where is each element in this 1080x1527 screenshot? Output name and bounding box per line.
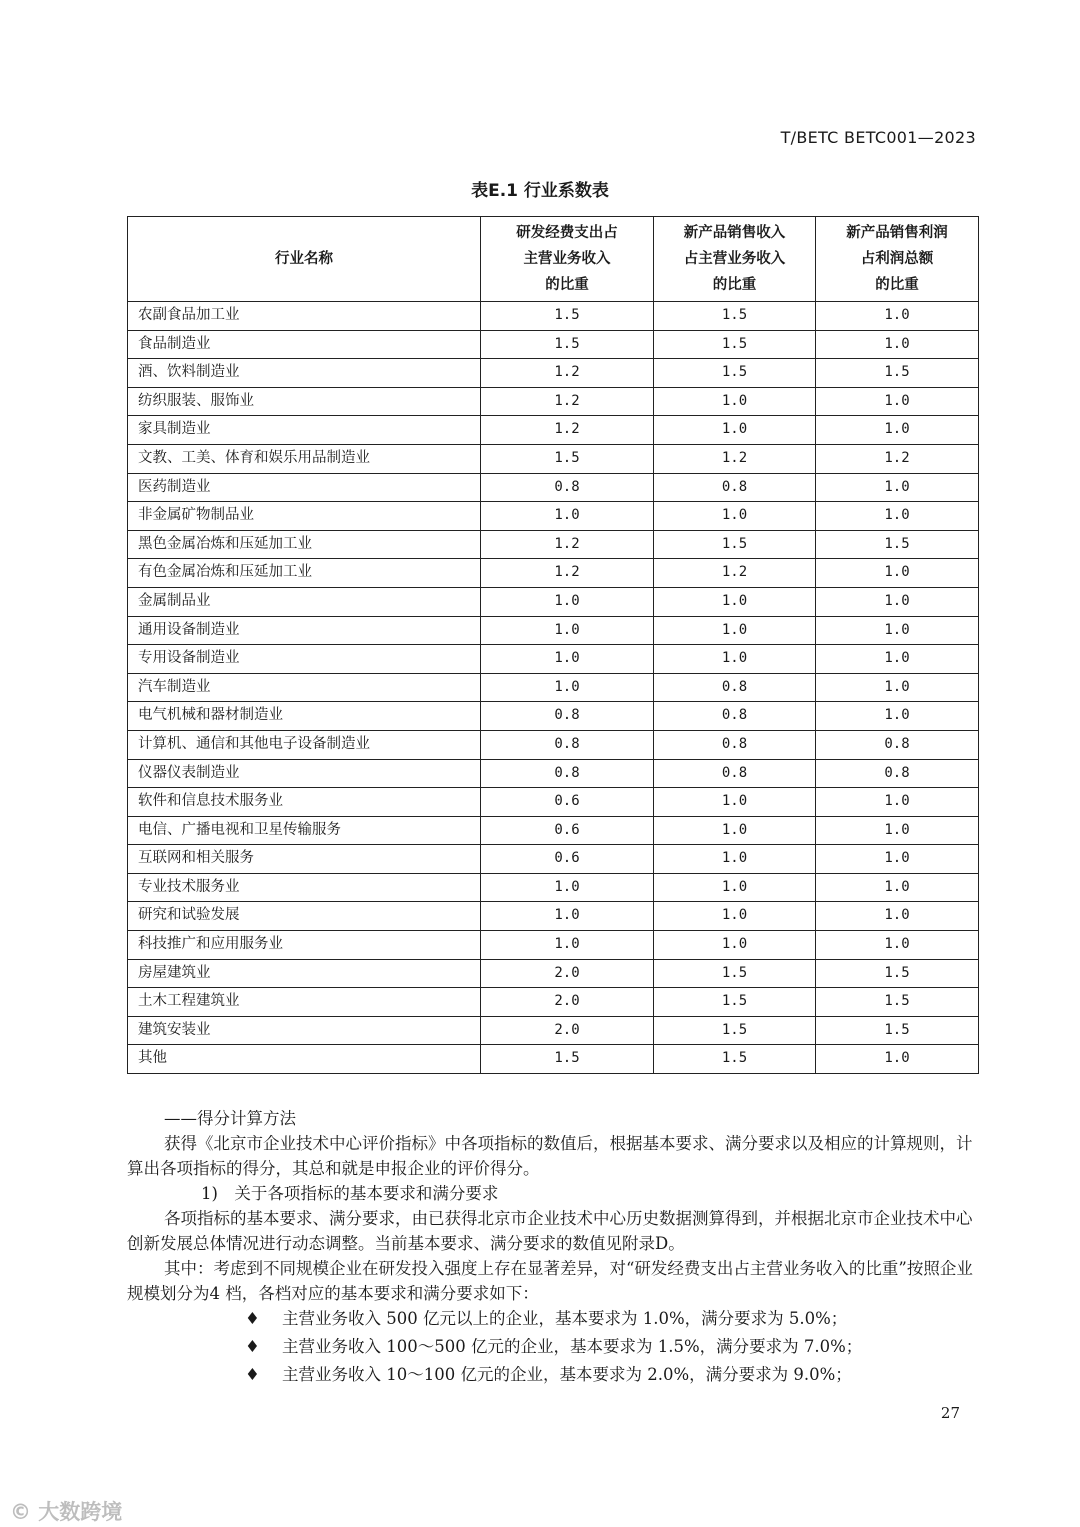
coefficient-cell: 0.8 xyxy=(481,759,654,788)
coefficient-cell: 1.0 xyxy=(654,788,816,817)
table-row xyxy=(128,1045,979,1074)
bullet-item: ♦ 主营业务收入 500 亿元以上的企业，基本要求为 1.0%，满分要求为 5.0%； xyxy=(245,1306,847,1331)
coefficient-cell: 1.5 xyxy=(654,330,816,359)
industry-name-cell: 科技推广和应用服务业 xyxy=(128,931,481,960)
table-row xyxy=(128,359,979,388)
table-row xyxy=(128,616,979,645)
coefficient-cell: 1.2 xyxy=(654,444,816,473)
coefficient-cell: 1.0 xyxy=(481,502,654,531)
table-row xyxy=(128,702,979,731)
coefficient-cell: 1.0 xyxy=(816,302,979,331)
coefficient-cell: 1.0 xyxy=(654,902,816,931)
coefficient-cell: 1.0 xyxy=(816,845,979,874)
industry-name-cell: 非金属矿物制品业 xyxy=(128,502,481,531)
industry-name-cell: 仪器仪表制造业 xyxy=(128,759,481,788)
coefficient-cell: 1.5 xyxy=(654,988,816,1017)
coefficient-cell: 1.0 xyxy=(816,416,979,445)
coefficient-cell: 0.8 xyxy=(481,473,654,502)
coefficient-cell: 1.0 xyxy=(816,387,979,416)
industry-name-cell: 纺织服装、服饰业 xyxy=(128,387,481,416)
coefficient-cell: 1.0 xyxy=(816,473,979,502)
table-row xyxy=(128,902,979,931)
coefficient-cell: 1.5 xyxy=(816,359,979,388)
coefficient-cell: 1.2 xyxy=(654,559,816,588)
industry-name-cell: 家具制造业 xyxy=(128,416,481,445)
coefficient-cell: 0.6 xyxy=(481,788,654,817)
coefficient-cell: 1.0 xyxy=(816,1045,979,1074)
table-row xyxy=(128,473,979,502)
coefficient-cell: 1.5 xyxy=(654,302,816,331)
table-row xyxy=(128,416,979,445)
table-row xyxy=(128,1016,979,1045)
coefficient-cell: 1.2 xyxy=(481,530,654,559)
table-caption: 表E.1 行业系数表 xyxy=(471,181,609,201)
industry-name-cell: 有色金属冶炼和压延加工业 xyxy=(128,559,481,588)
coefficient-cell: 1.0 xyxy=(816,931,979,960)
table-row xyxy=(128,959,979,988)
table-header-row xyxy=(128,217,979,302)
paragraph-tiers: 其中：考虑到不同规模企业在研发投入强度上存在显著差异，对“研发经费支出占主营业务收入的比重”按照企业规模划分为4 档，各档对应的基本要求和满分要求如下： xyxy=(127,1259,973,1303)
coefficient-cell: 1.5 xyxy=(654,1016,816,1045)
coefficient-cell: 1.2 xyxy=(481,359,654,388)
coefficient-cell: 1.0 xyxy=(816,702,979,731)
coefficient-cell: 0.6 xyxy=(481,816,654,845)
coefficient-cell: 1.0 xyxy=(654,645,816,674)
coefficient-cell: 1.0 xyxy=(654,587,816,616)
coefficient-cell: 0.8 xyxy=(481,702,654,731)
diamond-bullet-icon: ♦ xyxy=(245,1309,260,1328)
coefficient-cell: 1.5 xyxy=(654,1045,816,1074)
document-code: T/BETC BETC001—2023 xyxy=(780,128,976,147)
coefficient-cell: 0.8 xyxy=(654,473,816,502)
coefficient-cell: 2.0 xyxy=(481,988,654,1017)
table-row xyxy=(128,931,979,960)
coefficient-cell: 1.5 xyxy=(481,330,654,359)
coefficient-cell: 1.0 xyxy=(481,587,654,616)
industry-name-cell: 医药制造业 xyxy=(128,473,481,502)
table-body xyxy=(128,302,979,1074)
watermark: © 大数跨境 xyxy=(10,1500,123,1524)
coefficient-cell: 1.0 xyxy=(816,873,979,902)
industry-name-cell: 通用设备制造业 xyxy=(128,616,481,645)
industry-name-cell: 其他 xyxy=(128,1045,481,1074)
coefficient-cell: 1.2 xyxy=(481,387,654,416)
coefficient-cell: 1.0 xyxy=(816,330,979,359)
coefficient-cell: 1.0 xyxy=(481,616,654,645)
industry-name-cell: 专用设备制造业 xyxy=(128,645,481,674)
body-text xyxy=(127,1106,978,1306)
industry-name-cell: 软件和信息技术服务业 xyxy=(128,788,481,817)
coefficient-cell: 1.5 xyxy=(816,530,979,559)
industry-name-cell: 研究和试验发展 xyxy=(128,902,481,931)
coefficient-cell: 1.5 xyxy=(654,959,816,988)
coefficient-cell: 1.0 xyxy=(816,587,979,616)
industry-name-cell: 专业技术服务业 xyxy=(128,873,481,902)
coefficient-cell: 0.8 xyxy=(654,702,816,731)
industry-name-cell: 食品制造业 xyxy=(128,330,481,359)
table-row xyxy=(128,587,979,616)
coefficient-cell: 1.2 xyxy=(481,559,654,588)
paragraph-requirements: 各项指标的基本要求、满分要求，由已获得北京市企业技术中心历史数据测算得到，并根据北京市企业技术中心创新发展总体情况进行动态调整。当前基本要求、满分要求的数值见附录D。 xyxy=(127,1209,973,1253)
table-row xyxy=(128,873,979,902)
coefficient-cell: 0.8 xyxy=(816,730,979,759)
industry-name-cell: 酒、饮料制造业 xyxy=(128,359,481,388)
industry-name-cell: 黑色金属冶炼和压延加工业 xyxy=(128,530,481,559)
table-row xyxy=(128,330,979,359)
diamond-bullet-icon: ♦ xyxy=(245,1365,260,1384)
table-row xyxy=(128,759,979,788)
table-row xyxy=(128,444,979,473)
coefficient-cell: 1.0 xyxy=(481,645,654,674)
coefficient-cell: 1.5 xyxy=(654,530,816,559)
industry-name-cell: 互联网和相关服务 xyxy=(128,845,481,874)
bullet-item: ♦ 主营业务收入 100～500 亿元的企业，基本要求为 1.5%，满分要求为 7.0%； xyxy=(245,1334,862,1359)
header-new-product-profit-ratio: 新产品销售利润 占利润总额 的比重 xyxy=(816,217,979,302)
coefficient-cell: 1.0 xyxy=(654,873,816,902)
table-row xyxy=(128,816,979,845)
table-row xyxy=(128,502,979,531)
list-item-requirements: 1) 关于各项指标的基本要求和满分要求 xyxy=(201,1184,499,1203)
coefficient-cell: 1.5 xyxy=(654,359,816,388)
page-number: 27 xyxy=(940,1404,960,1422)
industry-name-cell: 文教、工美、体育和娱乐用品制造业 xyxy=(128,444,481,473)
coefficient-cell: 2.0 xyxy=(481,1016,654,1045)
coefficient-cell: 1.5 xyxy=(481,302,654,331)
table-row xyxy=(128,845,979,874)
coefficient-cell: 1.0 xyxy=(816,673,979,702)
coefficient-cell: 1.5 xyxy=(816,988,979,1017)
coefficient-cell: 0.8 xyxy=(654,759,816,788)
industry-name-cell: 电信、广播电视和卫星传输服务 xyxy=(128,816,481,845)
coefficient-cell: 0.8 xyxy=(816,759,979,788)
industry-coefficient-table xyxy=(127,216,979,1074)
coefficient-cell: 0.8 xyxy=(481,730,654,759)
table-row xyxy=(128,387,979,416)
header-rd-ratio: 研发经费支出占 主营业务收入 的比重 xyxy=(481,217,654,302)
coefficient-cell: 1.0 xyxy=(816,559,979,588)
table-row xyxy=(128,559,979,588)
coefficient-cell: 1.0 xyxy=(481,673,654,702)
coefficient-cell: 1.5 xyxy=(481,444,654,473)
coefficient-cell: 0.8 xyxy=(654,673,816,702)
coefficient-cell: 2.0 xyxy=(481,959,654,988)
coefficient-cell: 1.0 xyxy=(816,616,979,645)
coefficient-cell: 1.2 xyxy=(816,444,979,473)
section-heading: ——得分计算方法 xyxy=(164,1109,296,1128)
table-row xyxy=(128,302,979,331)
table-row xyxy=(128,673,979,702)
bullet-item: ♦ 主营业务收入 10～100 亿元的企业，基本要求为 2.0%，满分要求为 9.0%； xyxy=(245,1362,852,1387)
industry-name-cell: 土木工程建筑业 xyxy=(128,988,481,1017)
coefficient-cell: 1.0 xyxy=(654,816,816,845)
industry-name-cell: 金属制品业 xyxy=(128,587,481,616)
header-industry-name: 行业名称 xyxy=(128,217,481,302)
industry-name-cell: 建筑安装业 xyxy=(128,1016,481,1045)
header-new-product-revenue-ratio: 新产品销售收入 占主营业务收入 的比重 xyxy=(654,217,816,302)
coefficient-cell: 1.0 xyxy=(481,873,654,902)
coefficient-cell: 1.0 xyxy=(654,616,816,645)
table-row xyxy=(128,530,979,559)
table-row xyxy=(128,730,979,759)
table-row xyxy=(128,988,979,1017)
industry-name-cell: 电气机械和器材制造业 xyxy=(128,702,481,731)
coefficient-cell: 1.5 xyxy=(481,1045,654,1074)
coefficient-cell: 1.5 xyxy=(816,1016,979,1045)
diamond-bullet-icon: ♦ xyxy=(245,1337,260,1356)
coefficient-cell: 1.0 xyxy=(481,931,654,960)
coefficient-cell: 0.6 xyxy=(481,845,654,874)
coefficient-cell: 1.2 xyxy=(481,416,654,445)
coefficient-cell: 1.0 xyxy=(816,902,979,931)
table-row xyxy=(128,788,979,817)
coefficient-cell: 1.0 xyxy=(816,502,979,531)
coefficient-cell: 1.0 xyxy=(816,788,979,817)
coefficient-cell: 0.8 xyxy=(654,730,816,759)
coefficient-cell: 1.5 xyxy=(816,959,979,988)
industry-name-cell: 农副食品加工业 xyxy=(128,302,481,331)
coefficient-cell: 1.0 xyxy=(654,845,816,874)
coefficient-cell: 1.0 xyxy=(816,645,979,674)
industry-name-cell: 汽车制造业 xyxy=(128,673,481,702)
industry-name-cell: 计算机、通信和其他电子设备制造业 xyxy=(128,730,481,759)
paragraph-scoring-intro: 获得《北京市企业技术中心评价指标》中各项指标的数值后，根据基本要求、满分要求以及相应的计算规则，计算出各项指标的得分，其总和就是申报企业的评价得分。 xyxy=(127,1134,973,1178)
table-row xyxy=(128,645,979,674)
coefficient-cell: 1.0 xyxy=(481,902,654,931)
coefficient-cell: 1.0 xyxy=(816,816,979,845)
coefficient-cell: 1.0 xyxy=(654,502,816,531)
industry-name-cell: 房屋建筑业 xyxy=(128,959,481,988)
coefficient-cell: 1.0 xyxy=(654,931,816,960)
coefficient-cell: 1.0 xyxy=(654,416,816,445)
coefficient-cell: 1.0 xyxy=(654,387,816,416)
